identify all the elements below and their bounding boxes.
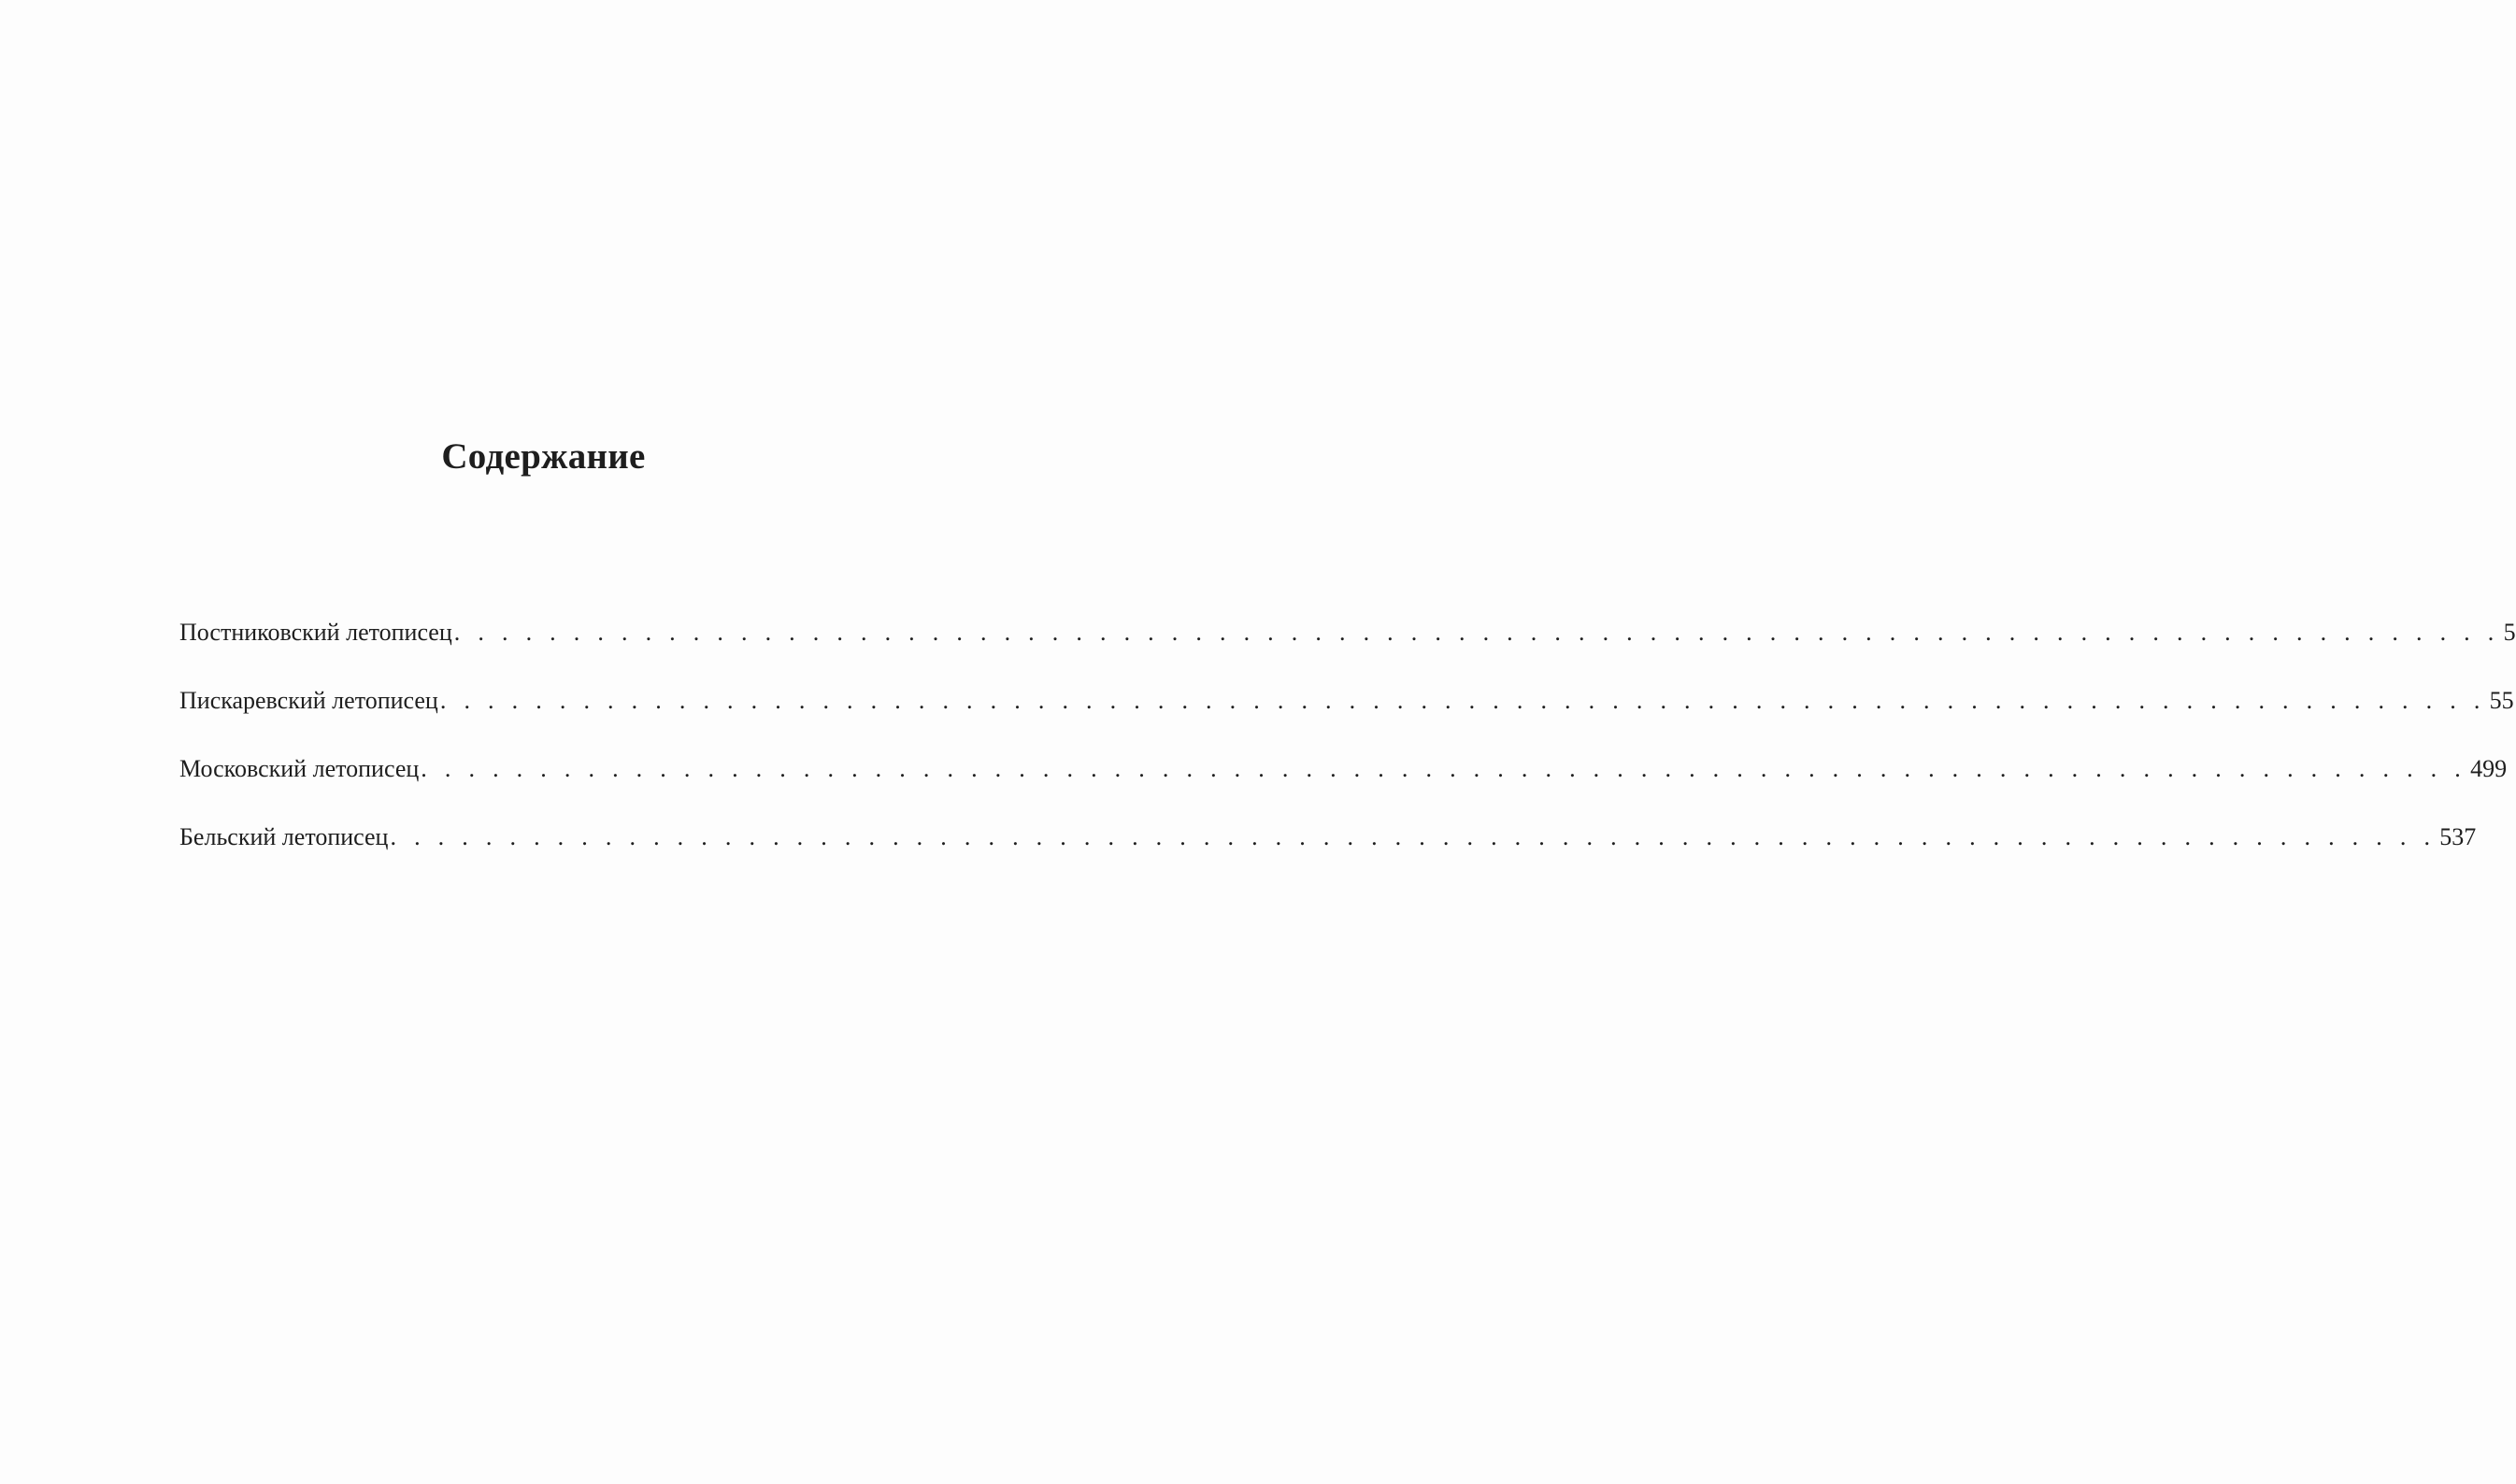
toc-entry-title: Пискаревский летописец (179, 687, 438, 714)
toc-leader-dots: . . . . . . . . . . . . . . . . . . . . . . . . . . . . . . . . . . . . . . . . . . . . . . . . . . . . . . . . . . . . . . . . . . . . . . . . . . . . . . . . . . . . . . (439, 687, 2486, 714)
toc-entry-page: 499 (2470, 755, 2508, 782)
toc-entry-postnikovsky[interactable] (179, 619, 2516, 687)
toc-entry-page: 537 (2439, 823, 2477, 850)
toc-entry-title: Бельский летописец (179, 823, 389, 850)
toc-leader-dots: . . . . . . . . . . . . . . . . . . . . . . . . . . . . . . . . . . . . . . . . . . . . . . . . . . . . . . . . . . . . . . . . . . . . . . . . . . . . . . . . . . . . . . (390, 823, 2437, 850)
page-title: Содержание (441, 436, 646, 477)
toc-entry-title: Московский летописец (179, 755, 420, 782)
toc-leader-dots: . . . . . . . . . . . . . . . . . . . . . . . . . . . . . . . . . . . . . . . . . . . . . . . . . . . . . . . . . . . . . . . . . . . . . . . . . . . . . . . . . . . . . . (421, 755, 2467, 782)
toc-entry-belsky[interactable] (179, 823, 2477, 892)
toc-entry-title: Постниковский летописец (179, 619, 452, 646)
toc-entry-page: 55 (2489, 687, 2514, 714)
table-of-contents (179, 619, 2516, 892)
toc-entry-piskarevsky[interactable] (179, 687, 2514, 755)
toc-entry-page: 5 (2503, 619, 2516, 646)
toc-entry-moskovsky[interactable] (179, 755, 2508, 823)
toc-leader-dots: . . . . . . . . . . . . . . . . . . . . . . . . . . . . . . . . . . . . . . . . . . . . . . . . . . . . . . . . . . . . . . . . . . . . . . . . . . . . . . . . . . . . . . (453, 619, 2500, 646)
